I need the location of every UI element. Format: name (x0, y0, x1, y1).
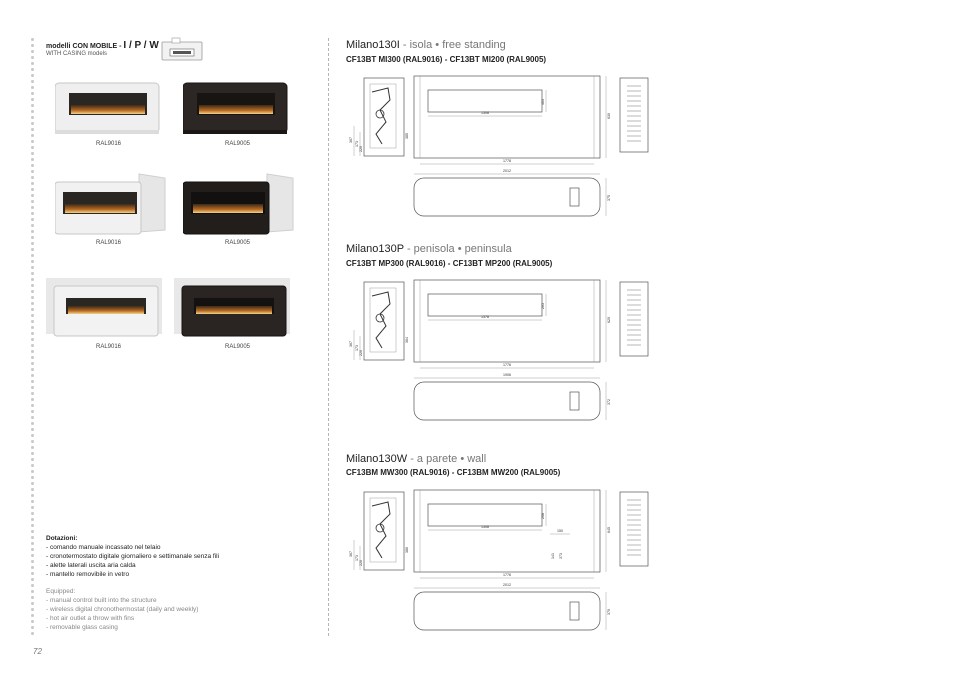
feature-item: - alette laterali uscita aria calda (46, 562, 136, 569)
burner-valve (376, 314, 384, 322)
rule-dot (31, 416, 34, 419)
dimension-label: 173 (355, 141, 359, 147)
dimension-label: 372 (607, 399, 611, 405)
rule-dot (31, 272, 34, 275)
rule-dot (31, 152, 34, 155)
rule-dot (31, 542, 34, 545)
technical-drawing (340, 70, 660, 232)
rule-dot (31, 68, 34, 71)
feature-item: - wireless digital chronothermostat (daily and weekly) (46, 606, 199, 613)
rule-dot (31, 320, 34, 323)
dimension-label: 2012 (503, 583, 511, 587)
rule-dot (31, 536, 34, 539)
rule-dot (31, 62, 34, 65)
rule-dot (31, 362, 34, 365)
rule-dot (31, 512, 34, 515)
feature-item: - manual control built into the structure (46, 597, 157, 604)
photo-caption: RAL9016 (96, 141, 122, 147)
rule-dot (31, 278, 34, 281)
rule-dot (31, 194, 34, 197)
rule-dot (31, 626, 34, 629)
dimension-label: 208 (541, 513, 545, 519)
rule-dot (31, 602, 34, 605)
dimension-label: 386 (405, 547, 409, 553)
dimension-label: 1308 (481, 525, 489, 529)
dimension-label: 220 (359, 350, 363, 356)
plan-view (414, 592, 600, 630)
rule-dot (31, 248, 34, 251)
rule-dot (31, 110, 34, 113)
dimension-label: 141 (551, 553, 555, 559)
rule-dot (31, 398, 34, 401)
rule-dot (31, 98, 34, 101)
rule-dot (31, 422, 34, 425)
plan-view (414, 382, 600, 420)
product-photo-isola-white (55, 80, 161, 136)
rule-dot (31, 182, 34, 185)
rule-dot (31, 482, 34, 485)
rule-dot (31, 314, 34, 317)
rule-dot (31, 44, 34, 47)
dimension-label: 2012 (503, 169, 511, 173)
dimension-label: 173 (355, 345, 359, 351)
rule-dot (31, 548, 34, 551)
product-photo-penisola-white (55, 172, 167, 240)
rule-dot (31, 188, 34, 191)
burner-section (372, 292, 390, 348)
feature-item: - mantello removibile in vetro (46, 571, 130, 578)
front-outline (414, 490, 600, 572)
rule-dot (31, 632, 34, 635)
rule-dot (31, 158, 34, 161)
rule-dot (31, 374, 34, 377)
burner-valve (376, 524, 384, 532)
rule-dot (31, 128, 34, 131)
rule-dot (31, 50, 34, 53)
dimension-label: 1778 (503, 159, 511, 163)
front-outline (414, 76, 600, 158)
features-italian (46, 534, 219, 579)
glass-opening (428, 90, 542, 112)
rule-dot (31, 92, 34, 95)
column-separator (328, 38, 329, 636)
rule-dot (31, 464, 34, 467)
rule-dot (31, 38, 34, 41)
burner-section (372, 502, 390, 558)
section-subtitle: WITH CASING models (46, 51, 108, 57)
plan-control (570, 602, 579, 620)
rule-dot (31, 140, 34, 143)
rule-dot (31, 176, 34, 179)
dimension-label: 463 (541, 99, 545, 105)
rule-dot (31, 284, 34, 287)
rule-dot (31, 332, 34, 335)
dimension-label: 173 (355, 555, 359, 561)
rule-dot (31, 56, 34, 59)
model-title: Milano130P - penisola • peninsula (346, 243, 512, 255)
rule-dot (31, 446, 34, 449)
rule-dot (31, 506, 34, 509)
feature-item: - removable glass casing (46, 624, 118, 631)
rule-dot (31, 260, 34, 263)
rule-dot (31, 266, 34, 269)
dimension-label: 1776 (503, 363, 511, 367)
rule-dot (31, 344, 34, 347)
rule-dot (31, 290, 34, 293)
rule-dot (31, 440, 34, 443)
plan-view (414, 178, 600, 216)
technical-drawing (340, 484, 660, 646)
features-english (46, 587, 198, 632)
rule-dot (31, 368, 34, 371)
rule-dot (31, 494, 34, 497)
page-number: 72 (33, 647, 42, 656)
photo-caption: RAL9016 (96, 344, 122, 350)
rule-dot (31, 338, 34, 341)
dimension-label: 220 (359, 560, 363, 566)
rule-dot (31, 566, 34, 569)
rule-dot (31, 218, 34, 221)
dimension-label: 1378 (481, 315, 489, 319)
rule-dot (31, 164, 34, 167)
rule-dot (31, 326, 34, 329)
features-title: Dotazioni: (46, 535, 78, 542)
rule-dot (31, 452, 34, 455)
rule-dot (31, 104, 34, 107)
rule-dot (31, 404, 34, 407)
rule-dot (31, 74, 34, 77)
dimension-label: 620 (607, 317, 611, 323)
features-title: Equipped: (46, 588, 76, 595)
rule-dot (31, 146, 34, 149)
model-codes: CF13BT MP300 (RAL9016) - CF13BT MP200 (RAL9005) (346, 259, 553, 268)
glass-opening (428, 294, 542, 316)
rule-dot (31, 350, 34, 353)
feature-item: - hot air outlet a throw with fins (46, 615, 135, 622)
dimension-label: 370 (607, 609, 611, 615)
rule-dot (31, 530, 34, 533)
rule-dot (31, 170, 34, 173)
rule-dot (31, 488, 34, 491)
rule-dot (31, 206, 34, 209)
section-title: modelli CON MOBILE - I / P / W (46, 40, 159, 51)
model-title: Milano130W - a parete • wall (346, 453, 487, 465)
rule-dot (31, 608, 34, 611)
rule-dot (31, 620, 34, 623)
rule-dot (31, 224, 34, 227)
plan-control (570, 188, 579, 206)
dimension-label: 1308 (481, 111, 489, 115)
dimension-label: 367 (349, 341, 353, 347)
dimension-label: 220 (359, 146, 363, 152)
rule-dot (31, 524, 34, 527)
rule-dot (31, 572, 34, 575)
rule-dot (31, 560, 34, 563)
rule-dot (31, 230, 34, 233)
rule-dot (31, 386, 34, 389)
rule-dot (31, 122, 34, 125)
rule-dot (31, 476, 34, 479)
rule-dot (31, 242, 34, 245)
feature-item: - comando manuale incassato nel telaio (46, 544, 161, 551)
rule-dot (31, 596, 34, 599)
dimension-label: 364 (405, 337, 409, 343)
burner-valve (376, 110, 384, 118)
model-title: Milano130I - isola • free standing (346, 39, 506, 51)
feature-item: - cronotermostato digitale giornaliero e settimanale senza fili (46, 553, 220, 560)
rule-dot (31, 302, 34, 305)
product-photo-isola-black (183, 80, 289, 136)
dimension-label: 385 (405, 133, 409, 139)
photo-caption: RAL9016 (96, 240, 122, 246)
rule-dot (31, 86, 34, 89)
dimension-label: 203 (541, 303, 545, 309)
rule-dot (31, 428, 34, 431)
product-photo-parete-white (46, 276, 164, 338)
rule-dot (31, 356, 34, 359)
dimension-label: 375 (607, 195, 611, 201)
rule-dot (31, 590, 34, 593)
dimension-label: 1906 (503, 373, 511, 377)
dimension-label: 367 (349, 137, 353, 143)
rule-dot (31, 200, 34, 203)
dimension-label: 1776 (503, 573, 511, 577)
dimension-label: 630 (607, 113, 611, 119)
plan-control (570, 392, 579, 410)
glass-opening (428, 504, 542, 526)
rule-dot (31, 308, 34, 311)
product-photo-penisola-black (183, 172, 295, 240)
dimension-label: 150 (557, 529, 563, 533)
rule-dot (31, 614, 34, 617)
rule-dot (31, 254, 34, 257)
rule-dot (31, 584, 34, 587)
rule-dot (31, 470, 34, 473)
dimension-label: 373 (559, 553, 563, 559)
rule-dot (31, 554, 34, 557)
rule-dot (31, 236, 34, 239)
front-outline (414, 280, 600, 362)
photo-caption: RAL9005 (225, 240, 251, 246)
dimension-label: 367 (349, 551, 353, 557)
rule-dot (31, 434, 34, 437)
rule-dot (31, 392, 34, 395)
dimension-label: 645 (607, 527, 611, 533)
rule-dot (31, 80, 34, 83)
model-codes: CF13BT MI300 (RAL9016) - CF13BT MI200 (RAL9005) (346, 55, 547, 64)
rule-dot (31, 212, 34, 215)
rule-dot (31, 116, 34, 119)
photo-caption: RAL9005 (225, 344, 251, 350)
product-photo-parete-black (174, 276, 292, 338)
technical-drawing (340, 274, 660, 436)
rule-dot (31, 410, 34, 413)
rule-dot (31, 296, 34, 299)
rule-dot (31, 458, 34, 461)
rule-dot (31, 380, 34, 383)
model-codes: CF13BM MW300 (RAL9016) - CF13BM MW200 (RAL9005) (346, 468, 561, 477)
rule-dot (31, 518, 34, 521)
rule-dot (31, 500, 34, 503)
dotted-margin-rule (31, 38, 35, 638)
rule-dot (31, 578, 34, 581)
rule-dot (31, 134, 34, 137)
fireplace-casing-icon (161, 37, 203, 61)
photo-caption: RAL9005 (225, 141, 251, 147)
burner-section (372, 88, 390, 144)
